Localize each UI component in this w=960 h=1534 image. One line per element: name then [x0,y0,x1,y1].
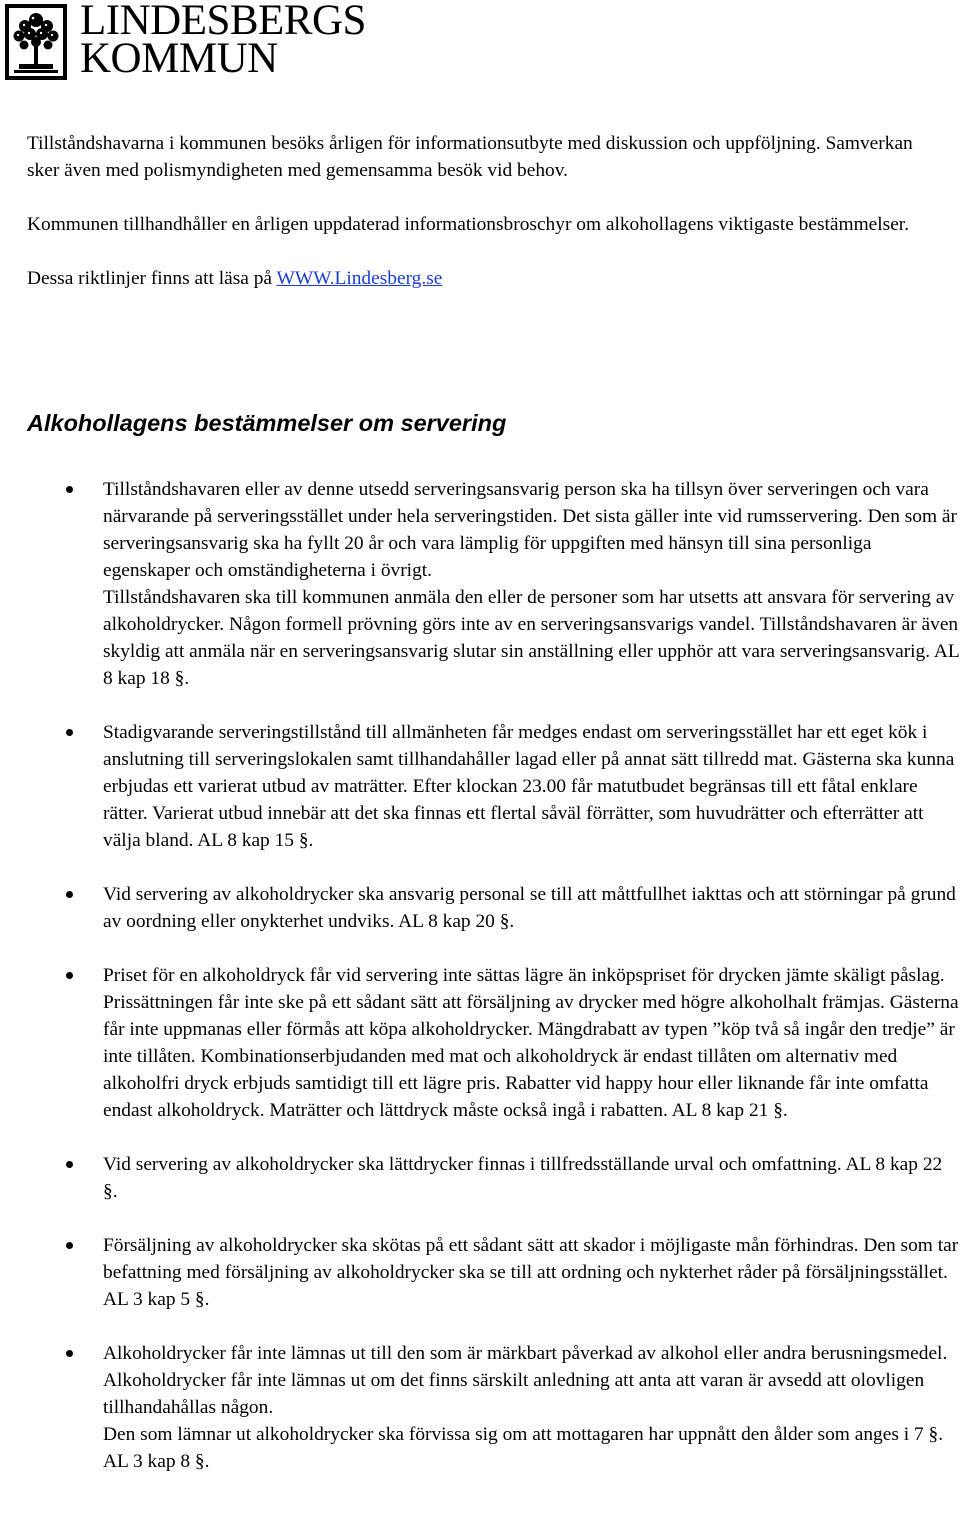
rule-paragraph: Priset för en alkoholdryck får vid servering inte sättas lägre än inköpspriset för drycken jämte skäligt påslag. Prissättningen får inte ske på ett sådant sätt att försäljning av drycker med högre alkoholhalt främjas. Gästerna får inte uppmanas eller förmås att köpa alkoholdrycker. Mängdrabatt av typen ”köp två så ingår den tredje” är inte tillåten. Kombinationserbjudanden med mat och alkoholdryck är endast tillåten om alternativ med alkoholfri dryck erbjuds samtidigt till ett lägre pris. Rabatter vid happy hour eller liknande får inte omfatta endast alkoholdryck. Maträtter och lättdryck måste också ingå i rabatten. AL 8 kap 21 §. [103,965,959,1121]
logo-wordmark [80,0,370,82]
rule-paragraph: Försäljning av alkoholdrycker ska skötas på ett sådant sätt att skador i möjligaste mån förhindras. Den som tar befattning med försäljning av alkoholdrycker ska se till att ordning och nykterhet råder på försäljningsstället. AL 3 kap 5 §. [103,1235,959,1310]
logo-line-lindesbergs: LINDESBERGS [80,0,366,44]
bullet-icon [66,729,73,736]
rules-list [0,476,960,1502]
list-item [0,1340,960,1475]
rule-paragraph: Vid servering av alkoholdrycker ska lättdrycker finnas i tillfredsställande urval och omfattning. AL 8 kap 22 §. [103,1154,943,1202]
website-link[interactable]: WWW.Lindesberg.se [276,268,443,289]
website-prefix: Dessa riktlinjer finns att läsa på [27,268,277,289]
logo-line-kommun: KOMMUN [80,35,278,82]
intro-section [27,130,942,319]
section-heading: Alkohollagens bestämmelser om servering [27,410,507,436]
list-item [0,1232,960,1313]
rule-paragraph: Alkoholdrycker får inte lämnas ut till den som är märkbart påverkad av alkohol eller andra berusningsmedel. Alkoholdrycker får inte lämnas ut om det finns särskilt anledning att anta att varan är avsedd att olovligen tillhandahållas någon. [103,1343,948,1418]
list-item [0,719,960,854]
list-item [0,881,960,935]
intro-paragraph-supervision: Tillståndshavarna i kommunen besöks årligen för informationsutbyte med diskussion och uppföljning. Samverkan sker även med polismyndigheten med gemensamma besök vid behov. [27,133,913,181]
list-item [0,476,960,692]
intro-paragraph-website [27,265,942,292]
rule-paragraph: Vid servering av alkoholdrycker ska ansvarig personal se till att måttfullhet iakttas och att störningar på grund av oordning eller onykterhet undviks. AL 8 kap 20 §. [103,884,956,932]
rule-paragraph: Tillståndshavaren eller av denne utsedd serveringsansvarig person ska ha tillsyn över serveringen och vara närvarande på serveringsstället under hela serveringstiden. Det sista gäller inte vid rumsservering. Den som är serveringsansvarig ska ha fyllt 20 år och vara lämplig för uppgiften med hänsyn till sina personliga egenskaper och omständigheterna i övrigt. [103,479,957,581]
list-item [0,1151,960,1205]
rule-paragraph: Den som lämnar ut alkoholdrycker ska förvissa sig om att mottagaren har uppnått den ålder som anges i 7 §. AL 3 kap 8 §. [103,1424,944,1472]
bullet-icon [66,1350,73,1357]
intro-paragraph-brochure: Kommunen tillhandhåller en årligen uppdaterad informationsbroschyr om alkohollagens viktigaste bestämmelser. [27,214,910,235]
bullet-icon [66,891,73,898]
municipality-logo [5,2,365,82]
tree-emblem-icon [5,4,67,80]
bullet-icon [66,1161,73,1168]
bullet-icon [66,972,73,979]
bullet-icon [66,486,73,493]
rule-paragraph: Stadigvarande serveringstillstånd till allmänheten får medges endast om serveringsstället har ett eget kök i anslutning till serveringslokalen samt tillhandahåller lagad eller på annat sätt tillredd mat. Gästerna ska kunna erbjudas ett varierat utbud av maträtter. Efter klockan 23.00 får matutbudet begränsas till ett fåtal enklare rätter. Varierat utbud innebär att det ska finnas ett flertal såväl förrätter, som huvudrätter och efterrätter att välja bland. AL 8 kap 15 §. [103,722,955,851]
list-item [0,962,960,1124]
bullet-icon [66,1242,73,1249]
rule-paragraph: Tillståndshavaren ska till kommunen anmäla den eller de personer som har utsetts att ansvara för servering av alkoholdrycker. Någon formell prövning görs inte av en serveringsansvarigs vandel. Tillståndshavaren är även skyldig att anmäla när en serveringsansvarig slutar sin anställning eller upphör att vara serveringsansvarig. AL 8 kap 18 §. [103,587,959,689]
